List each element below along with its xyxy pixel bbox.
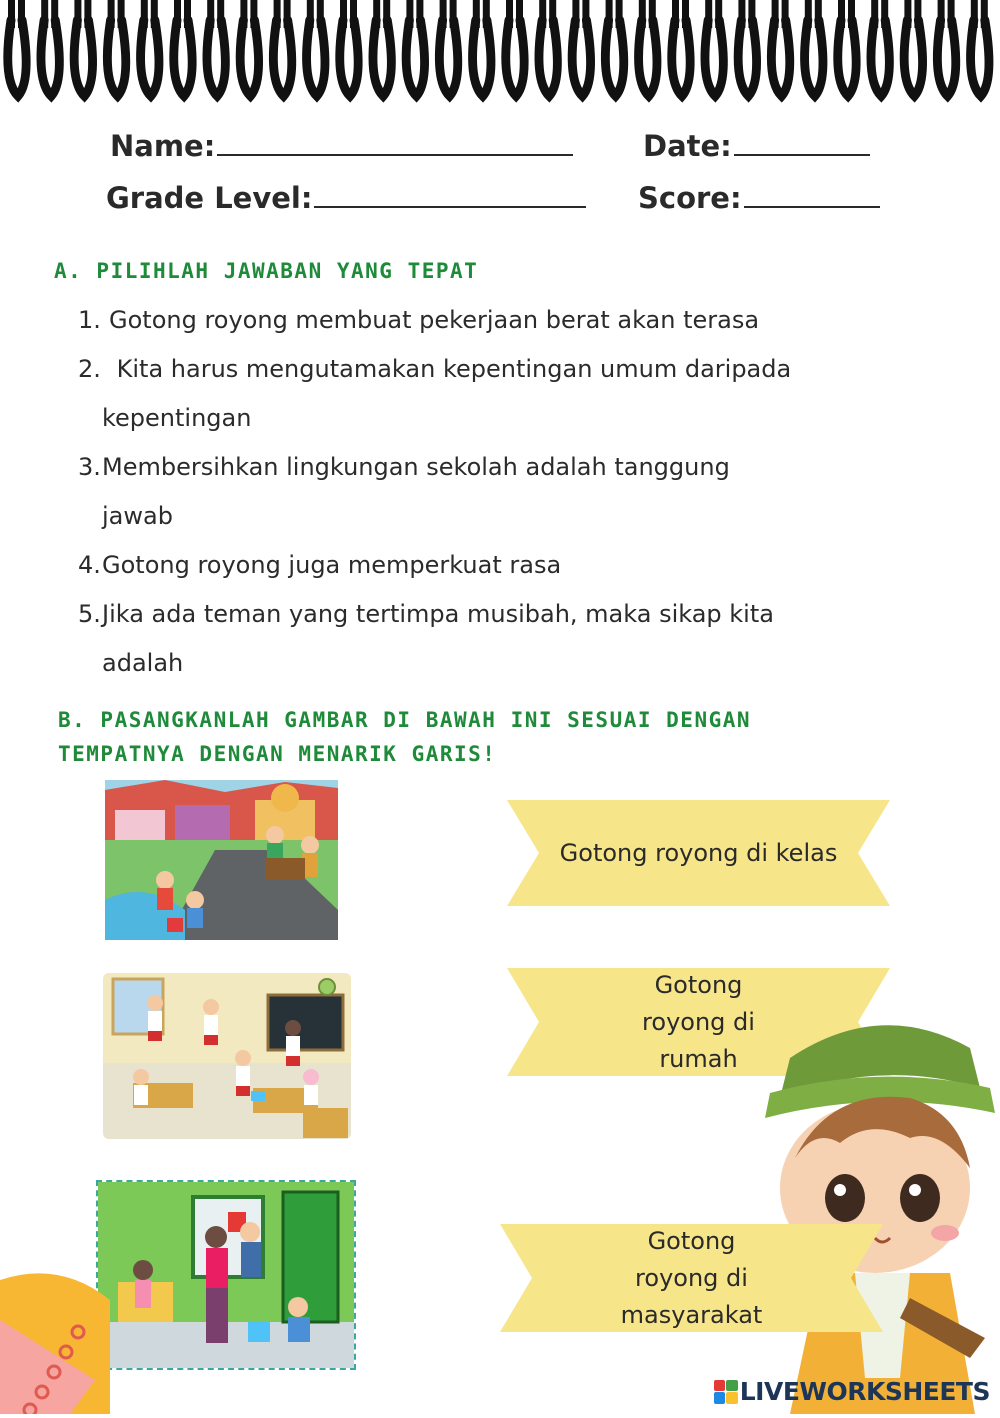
- spiral-ring: [240, 0, 258, 96]
- home-scene-illustration: [98, 1182, 354, 1368]
- spiral-ring: [273, 0, 291, 96]
- question-4: [78, 551, 562, 579]
- option-text-rumah: Gotong royong di rumah: [642, 970, 755, 1073]
- option-ribbon-1[interactable]: [507, 800, 890, 906]
- question-1-text: Gotong royong membuat pekerjaan berat akan terasa: [109, 306, 760, 334]
- score-field[interactable]: [638, 180, 880, 215]
- picture-community-cleanup[interactable]: [105, 780, 338, 940]
- date-blank-line[interactable]: [734, 128, 870, 156]
- section-b-title-line-2: TEMPATNYA DENGAN MENARIK GARIS!: [58, 742, 497, 766]
- spiral-ring: [8, 0, 26, 96]
- spiral-ring: [207, 0, 225, 96]
- classroom-scene-illustration: [103, 973, 351, 1139]
- option-text-kelas: Gotong royong di kelas: [559, 838, 838, 867]
- grade-level-label: Grade Level:: [106, 181, 313, 215]
- question-3: [78, 453, 730, 481]
- spiral-ring: [838, 0, 856, 96]
- spiral-ring: [672, 0, 690, 96]
- spiral-ring: [41, 0, 59, 96]
- spiral-ring: [937, 0, 955, 96]
- spiral-ring: [473, 0, 491, 96]
- question-1-number: 1.: [78, 306, 101, 334]
- option-ribbon-3[interactable]: [500, 1224, 883, 1332]
- spiral-binding: [0, 0, 1000, 110]
- spiral-ring: [771, 0, 789, 96]
- spiral-ring: [406, 0, 424, 96]
- spiral-ring: [506, 0, 524, 96]
- spiral-ring: [340, 0, 358, 96]
- spiral-ring: [605, 0, 623, 96]
- spiral-ring: [107, 0, 125, 96]
- score-label: Score:: [638, 181, 742, 215]
- question-2: [78, 355, 792, 383]
- section-b-title-line-1: B. PASANGKANLAH GAMBAR DI BAWAH INI SESUAI DENGAN: [58, 708, 752, 732]
- liveworksheets-logo-icon: [714, 1380, 738, 1404]
- picture-home-cleanup[interactable]: [96, 1180, 356, 1370]
- question-1: [78, 306, 760, 334]
- section-a-title: A. PILIHLAH JAWABAN YANG TEPAT: [54, 259, 479, 283]
- question-3-number: 3.: [78, 453, 101, 481]
- option-text-masyarakat: Gotong royong di masyarakat: [620, 1226, 763, 1329]
- spiral-ring: [439, 0, 457, 96]
- question-2-number: 2.: [78, 355, 101, 383]
- spiral-ring: [738, 0, 756, 96]
- question-5: [78, 600, 774, 628]
- name-field[interactable]: [110, 128, 573, 163]
- name-blank-line[interactable]: [217, 128, 573, 156]
- boy-character-illustration: [760, 1018, 1000, 1414]
- grade-level-field[interactable]: [106, 180, 586, 215]
- question-5-number: 5.: [78, 600, 101, 628]
- picture-classroom-cleanup[interactable]: [103, 973, 351, 1139]
- community-scene-illustration: [105, 780, 338, 940]
- spiral-ring: [373, 0, 391, 96]
- liveworksheets-watermark: [714, 1377, 990, 1406]
- decorative-notebook-corner: [0, 1240, 110, 1414]
- score-blank-line[interactable]: [744, 180, 880, 208]
- question-4-number: 4.: [78, 551, 101, 579]
- spiral-ring: [871, 0, 889, 96]
- question-4-text: Gotong royong juga memperkuat rasa: [102, 551, 562, 579]
- spiral-ring: [805, 0, 823, 96]
- spiral-ring: [904, 0, 922, 96]
- watermark-text: LIVEWORKSHEETS: [739, 1377, 990, 1406]
- spiral-ring: [572, 0, 590, 96]
- spiral-ring: [307, 0, 325, 96]
- spiral-ring: [74, 0, 92, 96]
- date-label: Date:: [643, 129, 732, 163]
- question-2-text: Kita harus mengutamakan kepentingan umum daripada: [109, 355, 792, 383]
- spiral-ring: [705, 0, 723, 96]
- spiral-ring: [174, 0, 192, 96]
- spiral-ring: [539, 0, 557, 96]
- question-5-text-continued: adalah: [102, 649, 184, 677]
- spiral-ring: [971, 0, 989, 96]
- date-field[interactable]: [643, 128, 870, 163]
- grade-level-blank-line[interactable]: [314, 180, 586, 208]
- spiral-ring: [639, 0, 657, 96]
- name-label: Name:: [110, 129, 216, 163]
- question-3-text-continued: jawab: [102, 502, 173, 530]
- question-3-text: Membersihkan lingkungan sekolah adalah tanggung: [102, 453, 730, 481]
- question-5-text: Jika ada teman yang tertimpa musibah, maka sikap kita: [102, 600, 774, 628]
- spiral-ring: [141, 0, 159, 96]
- question-2-text-continued: kepentingan: [102, 404, 252, 432]
